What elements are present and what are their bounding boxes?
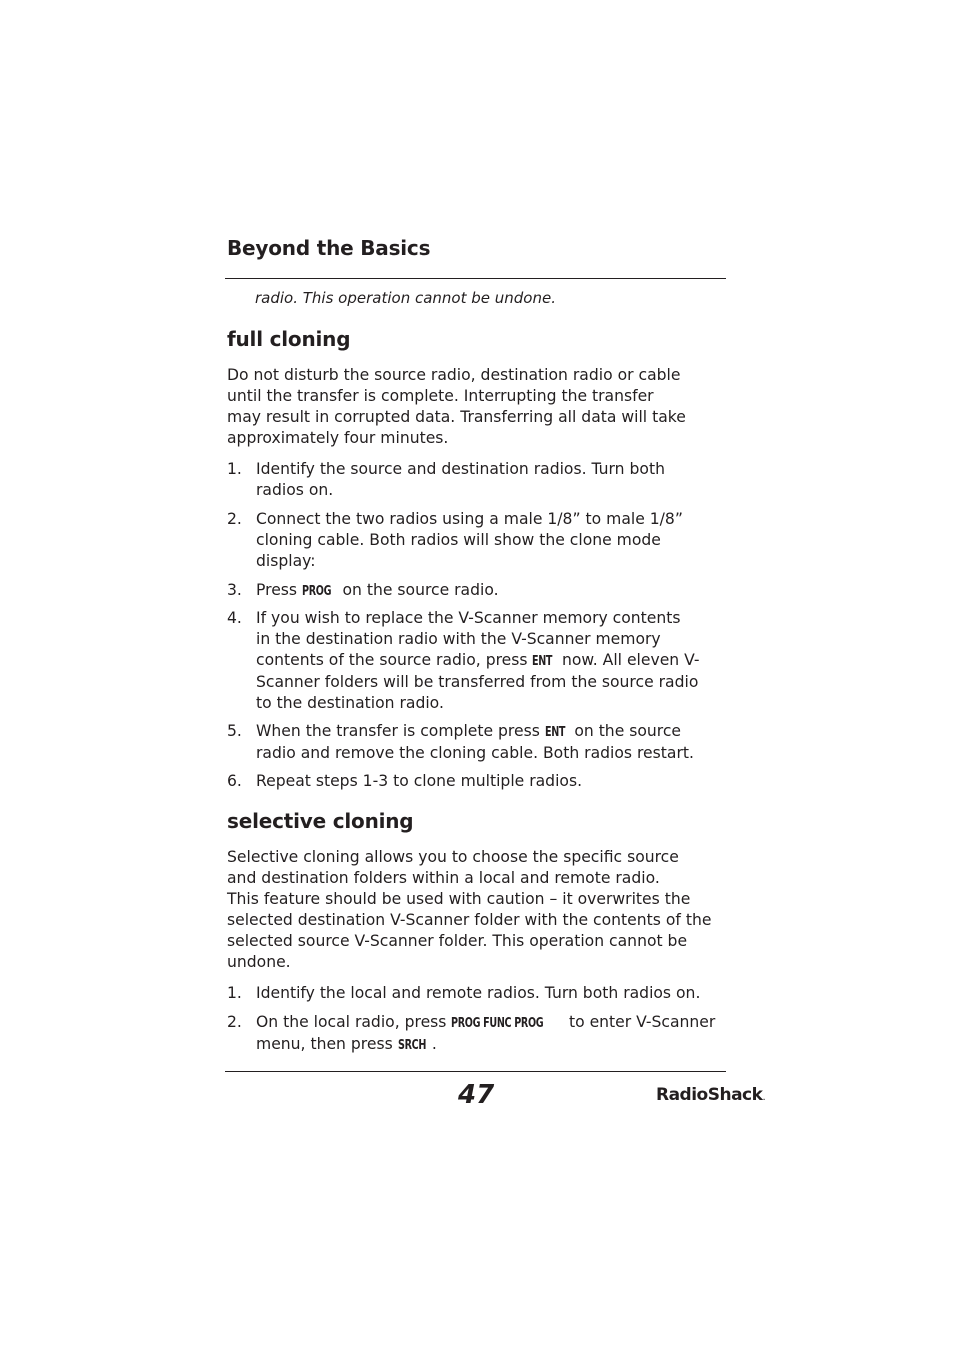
- continuation-text: radio. This operation cannot be undone.: [255, 289, 556, 307]
- step-line: [256, 721, 732, 743]
- step-number: 5.: [227, 722, 242, 740]
- step-number: 1.: [227, 984, 242, 1002]
- paragraph-line: selected destination V-Scanner folder with the contents of the: [227, 911, 712, 930]
- footer-rule: [225, 1071, 726, 1072]
- paragraph-line: approximately four minutes.: [227, 429, 449, 448]
- step-text: Identify the local and remote radios. Turn both radios on.: [256, 984, 701, 1002]
- paragraph-line: Do not disturb the source radio, destination radio or cable: [227, 366, 681, 384]
- step-line: [256, 650, 732, 672]
- section-heading-selective-cloning: selective cloning: [227, 809, 414, 833]
- full-step-4: [227, 608, 732, 714]
- step-line: Scanner folders will be transferred from the source radio: [256, 673, 699, 692]
- step-text: When the transfer is complete press: [256, 722, 545, 740]
- full-step-6: [227, 771, 732, 792]
- paragraph-line: until the transfer is complete. Interrupting the transfer: [227, 387, 654, 406]
- step-text: Press: [256, 581, 302, 599]
- brand-logo: [656, 1085, 765, 1105]
- ent-key-label: ENT: [532, 654, 553, 670]
- paragraph-line: and destination folders within a local and remote radio.: [227, 869, 660, 888]
- prog-func-prog-key-label: PROG FUNC PROG: [451, 1016, 544, 1031]
- step-text: .: [431, 1035, 437, 1054]
- step-line: [256, 1034, 732, 1056]
- step-line: [256, 1012, 732, 1034]
- full-step-2: [227, 509, 732, 572]
- step-line: Connect the two radios using a male 1/8” to male 1/8”: [256, 510, 683, 528]
- full-step-3: [227, 580, 732, 602]
- brand-name: RadioShack: [656, 1085, 763, 1105]
- step-number: 2.: [227, 1013, 242, 1031]
- paragraph-line: selected source V-Scanner folder. This operation cannot be: [227, 932, 688, 951]
- step-line: Identify the source and destination radios. Turn both: [256, 460, 665, 478]
- header-rule: [225, 278, 726, 279]
- step-line: display:: [256, 552, 316, 571]
- step-line: radios on.: [256, 481, 334, 500]
- selective-step-2: [227, 1012, 732, 1056]
- step-line: to the destination radio.: [256, 694, 444, 713]
- brand-dot: .: [762, 1092, 766, 1103]
- step-text: Repeat steps 1-3 to clone multiple radios.: [256, 772, 583, 790]
- step-text: contents of the source radio, press: [256, 651, 533, 670]
- step-text: on the source radio.: [337, 581, 499, 599]
- step-text: to enter V-Scanner: [564, 1013, 716, 1031]
- prog-key-label: PROG: [302, 584, 332, 599]
- step-number: 2.: [227, 510, 242, 528]
- selective-cloning-paragraph: [227, 847, 732, 974]
- full-step-5: [227, 721, 732, 764]
- running-header: Beyond the Basics: [227, 236, 431, 260]
- selective-step-1: [227, 983, 732, 1004]
- paragraph-line: may result in corrupted data. Transferring all data will take: [227, 408, 686, 427]
- step-number: 4.: [227, 609, 242, 627]
- step-text: On the local radio, press: [256, 1013, 452, 1031]
- step-line: cloning cable. Both radios will show the clone mode: [256, 531, 661, 550]
- section-heading-full-cloning: full cloning: [227, 327, 351, 351]
- step-text: now. All eleven V-: [557, 651, 700, 670]
- step-line: radio and remove the cloning cable. Both radios restart.: [256, 744, 694, 763]
- srch-key-label: SRCH: [397, 1038, 426, 1054]
- paragraph-line: undone.: [227, 953, 291, 972]
- page-number: 47: [458, 1080, 495, 1110]
- paragraph-line: This feature should be used with caution – it overwrites the: [227, 890, 691, 909]
- step-line: in the destination radio with the V-Scanner memory: [256, 630, 661, 649]
- full-cloning-paragraph: [227, 365, 732, 449]
- full-step-1: [227, 459, 732, 501]
- step-number: 6.: [227, 772, 242, 790]
- step-number: 3.: [227, 581, 242, 599]
- step-line: If you wish to replace the V-Scanner memory contents: [256, 609, 681, 627]
- ent-key-label: ENT: [544, 725, 565, 740]
- step-number: 1.: [227, 460, 242, 478]
- step-text: on the source: [569, 722, 682, 740]
- paragraph-line: Selective cloning allows you to choose the specific source: [227, 848, 679, 866]
- step-text: menu, then press: [256, 1035, 398, 1054]
